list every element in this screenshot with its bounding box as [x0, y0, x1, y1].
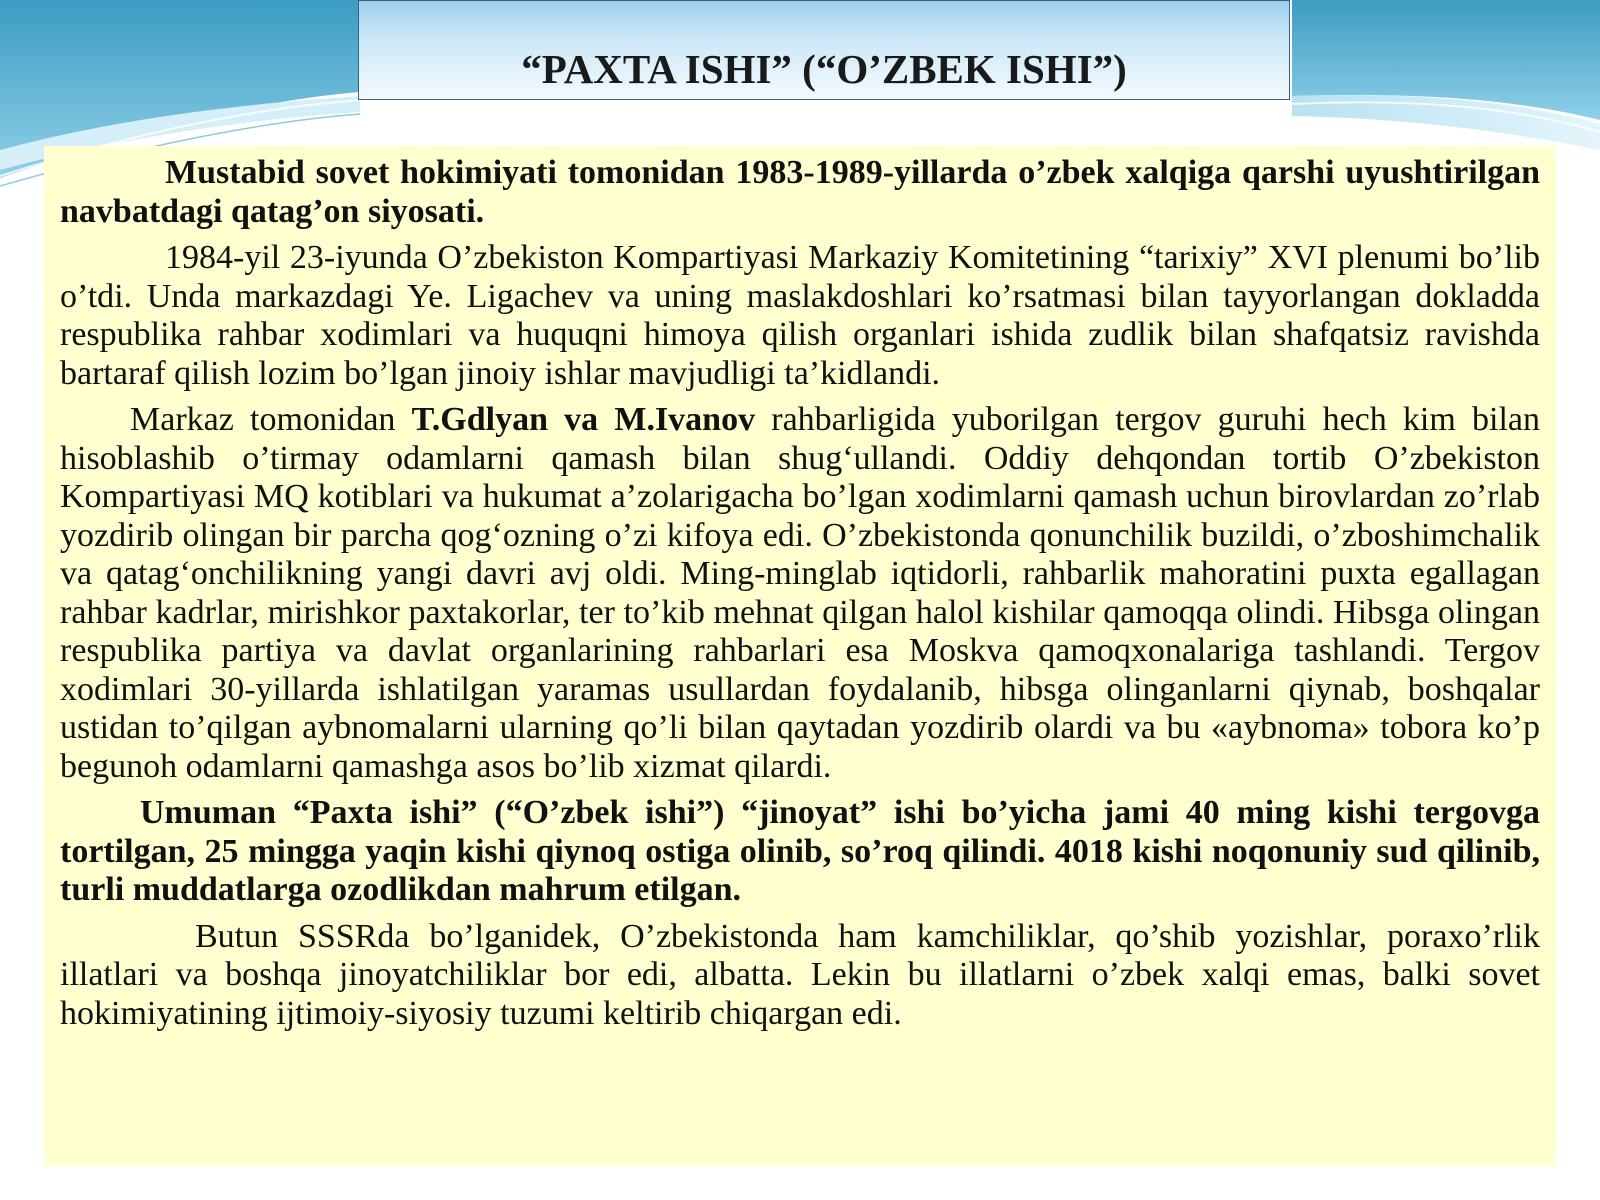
conclusion-paragraph: Butun SSSRda bo’lganidek, O’zbekistonda ham kamchiliklar, qo’shib yozishlar, poraxo’rlik illatlari va boshqa jinoyatchiliklar bor edi, albatta. Lekin bu illatlarni o’zbek xalqi emas, balki sovet hokimiyatining ijtimoiy-siyosiy tuzumi keltirib chiqargan edi.: [60, 917, 1540, 1032]
plenum-paragraph: 1984-yil 23-iyunda O’zbekiston Kompartiyasi Markaziy Komitetining “tarixiy” XVI plenumi bo’lib o’tdi. Unda markazdagi Ye. Ligachev va uning maslakdoshlari ko’rsatmasi bilan tayyorlangan dokladda respublika rahbar xodimlari va huquqni himoya qilish organlari ishida zudlik bilan shafqatsiz ravishda bartaraf qilish lozim bo’lgan jinoiy ishlar mavjudligi ta’kidlandi.: [60, 239, 1540, 392]
intro-paragraph: Mustabid sovet hokimiyati tomonidan 1983-1989-yillarda o’zbek xalqiga qarshi uyushtirilgan navbatdagi qatag’on siyosati.: [60, 154, 1540, 230]
investigation-paragraph: [60, 401, 1540, 786]
investigators-names: T.Gdlyan va M.Ivanov: [411, 401, 756, 438]
slide-title: “PAXTA ISHI” (“O’ZBEK ISHI”): [521, 46, 1127, 92]
content-panel: [44, 146, 1556, 1166]
investigation-paragraph-start: Markaz tomonidan: [130, 401, 412, 438]
slide-title-box: [358, 0, 1290, 100]
statistics-paragraph: Umuman “Paxta ishi” (“O’zbek ishi”) “jinoyat” ishi bo’yicha jami 40 ming kishi tergovga tortilgan, 25 mingga yaqin kishi qiynoq ostiga olinib, so’roq qilindi. 4018 kishi noqonuniy sud qilinib, turli muddatlarga ozodlikdan mahrum etilgan.: [60, 794, 1540, 908]
investigation-paragraph-rest: rahbarligida yuborilgan tergov guruhi hech kim bilan hisoblashib o’tirmay odamlarni qamash bilan shug‘ullandi. Oddiy dehqondan tortib O’zbekiston Kompartiyasi MQ kotiblari va hukumat a’zolarigacha bo’lgan xodimlarni qamash uchun birovlardan zo’rlab yozdirib olingan bir parcha qog‘ozning o’zi kifoya edi. O’zbekistonda qonunchilik buzildi, o’zboshimchalik va qatag‘onchilikning yangi davri avj oldi. Ming-minglab iqtidorli, rahbarlik mahoratini puxta egallagan rahbar kadrlar, mirishkor paxtakorlar, ter to’kib mehnat qilgan halol kishilar qamoqqa olindi. Hibsga olingan respublika partiya va davlat organlarining rahbarlari esa Moskva qamoqxonalariga tashlandi. Tergov xodimlari 30-yillarda ishlatilgan yaramas usullardan foydalanib, hibsga olinganlarni qiynab, boshqalar ustidan to’qilgan aybnomalarni ularning qo’li bilan qaytadan yozdirib olardi va bu «aybnoma» tobora ko’p begunoh odamlarni qamashga asos bo’lib xizmat qilardi.: [60, 401, 1540, 785]
